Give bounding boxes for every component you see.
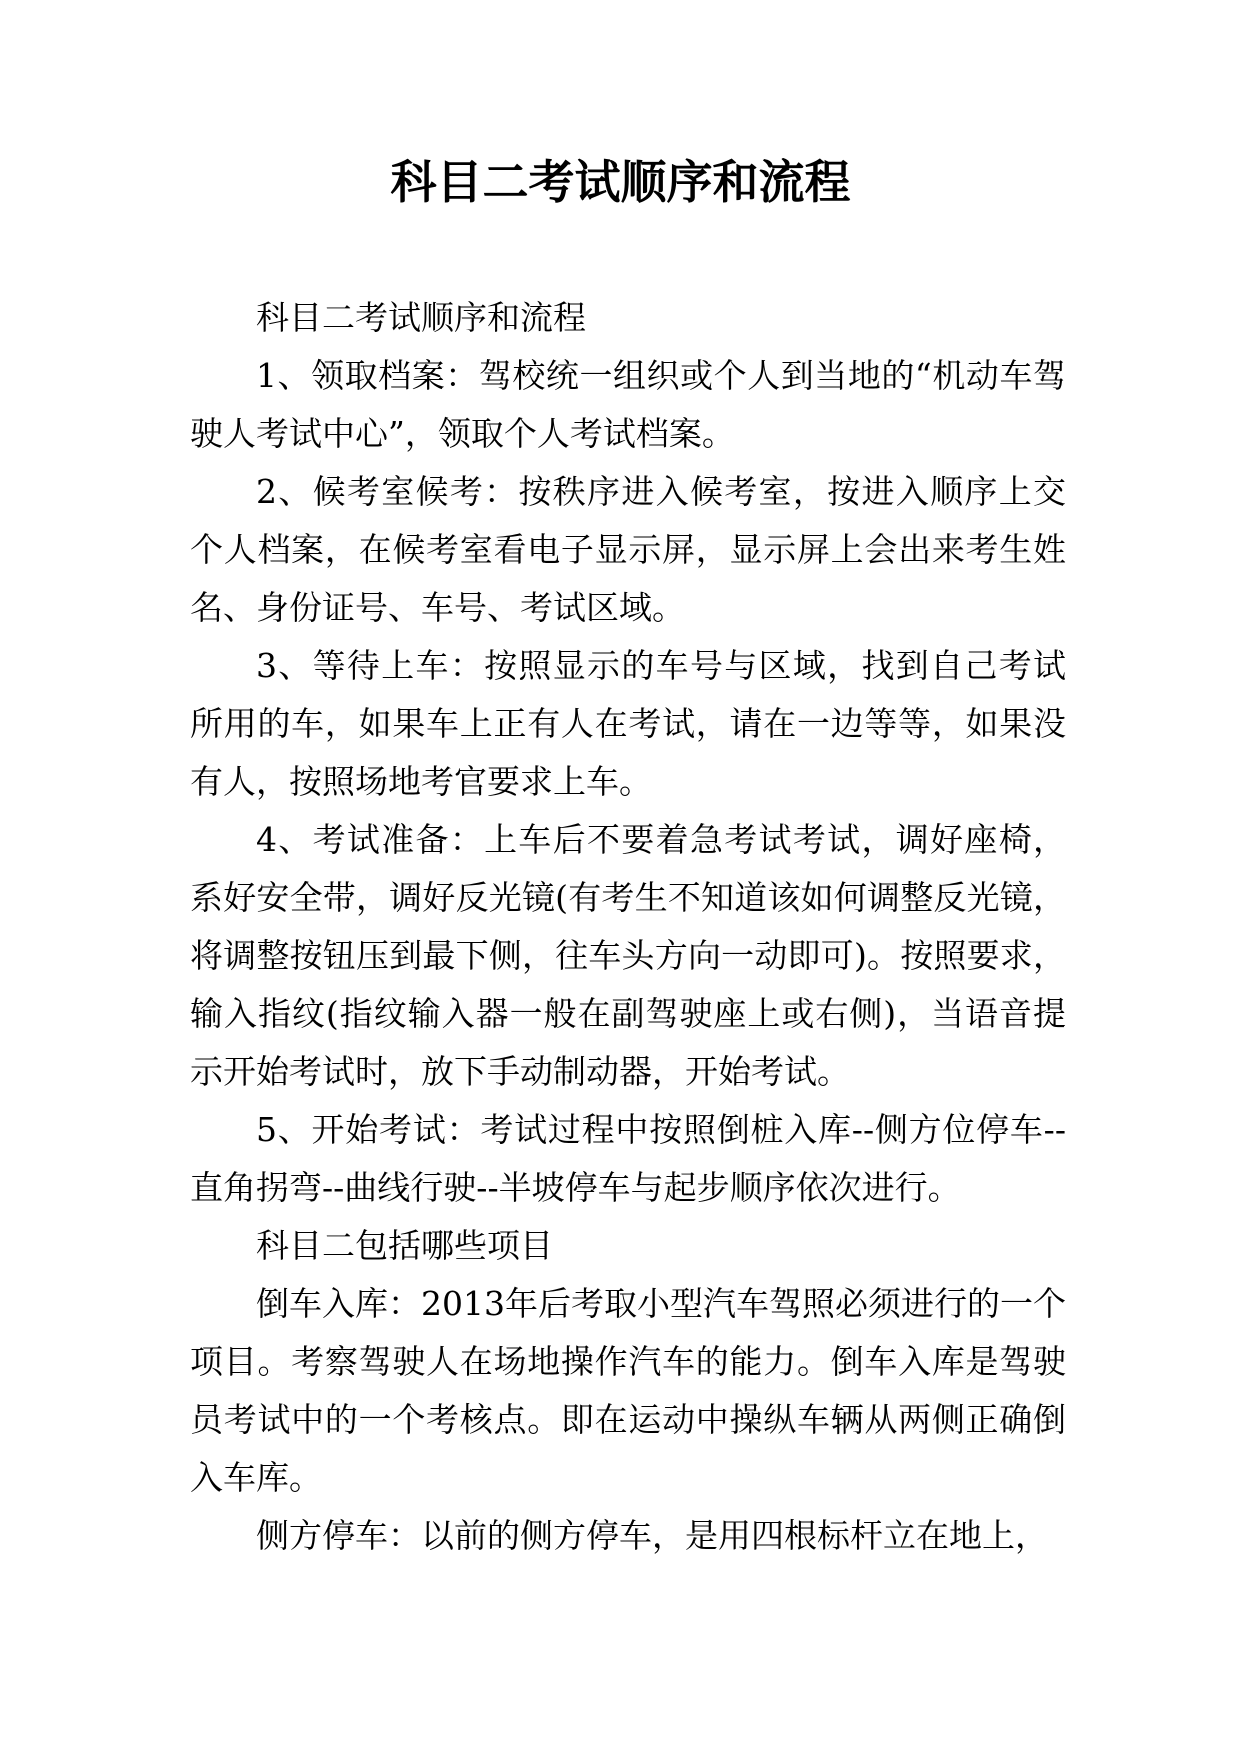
- paragraph-step-4: 4、考试准备：上车后不要着急考试考试，调好座椅，系好安全带，调好反光镜(有考生不知道该如何调整反光镜，将调整按钮压到最下侧，往车头方向一动即可)。按照要求，输入指纹(指纹输入器一般在副驾驶座上或右侧)，当语音提示开始考试时，放下手动制动器，开始考试。: [190, 820, 1066, 1091]
- paragraph-side-parking: 侧方停车：以前的侧方停车，是用四根标杆立在地上，: [256, 1516, 1048, 1555]
- paragraph-step-2: 2、候考室候考：按秩序进入候考室，按进入顺序上交个人档案，在候考室看电子显示屏，显示屏上会出来考生姓名、身份证号、车号、考试区域。: [190, 472, 1066, 627]
- paragraph-step-1: 1、领取档案：驾校统一组织或个人到当地的“机动车驾驶人考试中心”，领取个人考试档案。: [190, 356, 1066, 453]
- document-title: 科目二考试顺序和流程: [390, 155, 851, 209]
- document-body: [190, 289, 1066, 1565]
- paragraph-step-3: 3、等待上车：按照显示的车号与区域，找到自己考试所用的车，如果车上正有人在考试，请在一边等等，如果没有人，按照场地考官要求上车。: [190, 646, 1066, 801]
- paragraph-subheading: 科目二包括哪些项目: [256, 1226, 553, 1265]
- paragraph-intro: 科目二考试顺序和流程: [256, 298, 586, 337]
- paragraph-reverse-parking: 倒车入库：2013年后考取小型汽车驾照必须进行的一个项目。考察驾驶人在场地操作汽车的能力。倒车入库是驾驶员考试中的一个考核点。即在运动中操纵车辆从两侧正确倒入车库。: [190, 1284, 1066, 1497]
- paragraph-step-5: 5、开始考试：考试过程中按照倒桩入库--侧方位停车--直角拐弯--曲线行驶--半坡停车与起步顺序依次进行。: [190, 1110, 1066, 1207]
